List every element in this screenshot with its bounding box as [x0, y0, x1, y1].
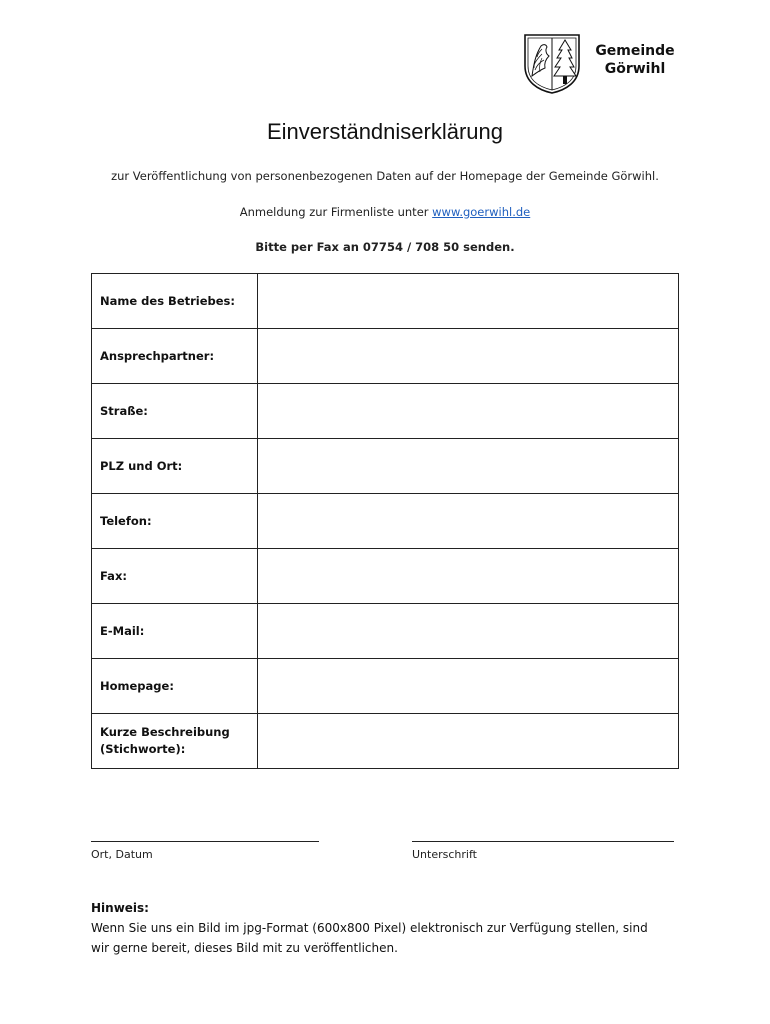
- label-phone: Telefon:: [92, 494, 258, 549]
- form-row-phone: [92, 494, 679, 549]
- form-row-description: [92, 714, 679, 769]
- place-date-caption: Ort, Datum: [91, 848, 153, 861]
- field-company-name[interactable]: [258, 274, 679, 329]
- label-description-line2: (Stichworte):: [100, 742, 186, 756]
- form-row-contact-person: [92, 329, 679, 384]
- hint-line2: wir gerne bereit, dieses Bild mit zu veröffentlichen.: [91, 941, 398, 955]
- field-homepage[interactable]: [258, 659, 679, 714]
- coat-of-arms-icon: [522, 32, 582, 94]
- fax-instruction: Bitte per Fax an 07754 / 708 50 senden.: [255, 240, 515, 254]
- form-row-zip-city: [92, 439, 679, 494]
- hint-heading: Hinweis:: [91, 901, 149, 915]
- website-link[interactable]: www.goerwihl.de: [432, 205, 531, 219]
- field-zip-city[interactable]: [258, 439, 679, 494]
- field-fax[interactable]: [258, 549, 679, 604]
- municipality-name-line2: Görwihl: [604, 61, 666, 77]
- label-description: [92, 714, 258, 769]
- field-description[interactable]: [258, 714, 679, 769]
- label-fax: Fax:: [92, 549, 258, 604]
- label-homepage: Homepage:: [92, 659, 258, 714]
- form-row-street: [92, 384, 679, 439]
- municipality-name-line1: Gemeinde: [595, 43, 675, 59]
- hint-line1: Wenn Sie uns ein Bild im jpg-Format (600x800 Pixel) elektronisch zur Verfügung stellen, sind: [91, 921, 648, 935]
- page-title: Einverständniserklärung: [266, 119, 504, 144]
- label-zip-city: PLZ und Ort:: [92, 439, 258, 494]
- municipality-name: [592, 42, 678, 78]
- subtitle: zur Veröffentlichung von personenbezogenen Daten auf der Homepage der Gemeinde Görwihl.: [111, 169, 659, 183]
- hint-section: [91, 898, 691, 958]
- municipality-logo: [522, 32, 682, 96]
- label-email: E-Mail:: [92, 604, 258, 659]
- place-date-line[interactable]: [91, 831, 319, 842]
- form-row-homepage: [92, 659, 679, 714]
- signature-caption: Unterschrift: [412, 848, 477, 861]
- registration-line: [0, 205, 770, 219]
- place-date-signature: [91, 831, 319, 861]
- label-company-name: Name des Betriebes:: [92, 274, 258, 329]
- field-email[interactable]: [258, 604, 679, 659]
- signature-line[interactable]: [412, 831, 674, 842]
- label-street: Straße:: [92, 384, 258, 439]
- form-row-email: [92, 604, 679, 659]
- registration-form-table: [91, 273, 679, 769]
- field-phone[interactable]: [258, 494, 679, 549]
- form-row-fax: [92, 549, 679, 604]
- field-contact-person[interactable]: [258, 329, 679, 384]
- label-description-line1: Kurze Beschreibung: [100, 725, 230, 739]
- form-row-company-name: [92, 274, 679, 329]
- signature-block: [412, 831, 674, 861]
- registration-prefix: Anmeldung zur Firmenliste unter: [239, 205, 433, 219]
- field-street[interactable]: [258, 384, 679, 439]
- label-contact-person: Ansprechpartner:: [92, 329, 258, 384]
